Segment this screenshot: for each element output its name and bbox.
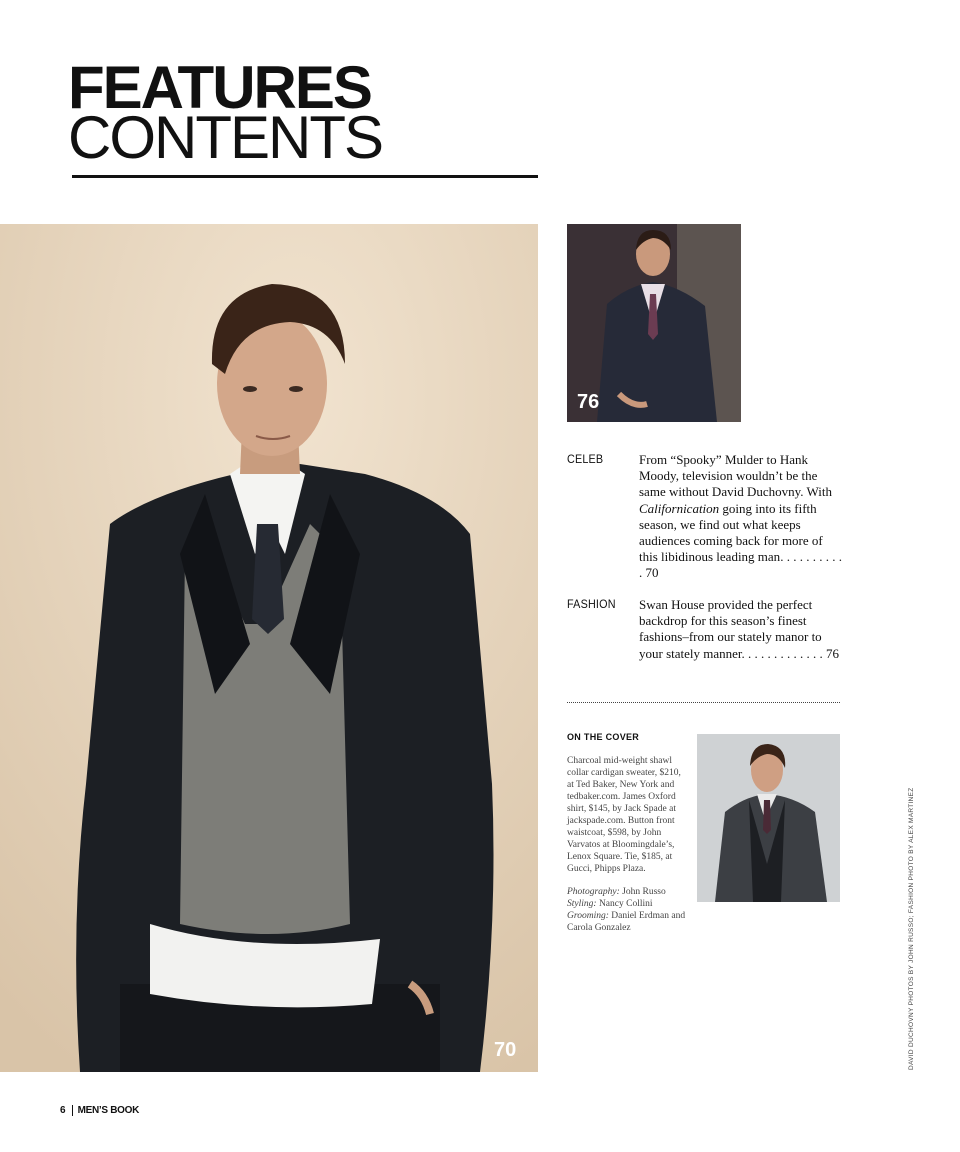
grooming-credit: Daniel Erdman and Carola Gonzalez	[567, 911, 686, 933]
fashion-entry-description[interactable]	[639, 597, 843, 662]
footer-page-number: 6	[60, 1105, 66, 1116]
section-label-celeb: CELEB	[567, 452, 604, 466]
fashion-leader-dots: . . . . . . . . . . . .	[744, 645, 823, 661]
celeb-entry-description[interactable]	[639, 452, 843, 582]
footer-magazine-name: MEN’S BOOK	[77, 1105, 140, 1116]
title-divider	[72, 175, 538, 178]
celeb-show-title: Californication	[639, 500, 720, 516]
photo-credit-vertical: DAVID DUCHOVNY PHOTOS BY JOHN RUSSO; FASHION PHOTO BY ALEX MARTINEZ	[908, 787, 915, 1070]
main-photo-page-number: 70	[494, 1039, 517, 1061]
fashion-text: Swan House provided the perfect backdrop for this season’s finest fashions–from our stately manor to your stately manner.	[639, 597, 822, 661]
page-title-features: FEATURES	[68, 54, 371, 121]
grooming-label: Grooming:	[567, 911, 609, 921]
styling-label: Styling:	[567, 899, 597, 909]
page-title-contents: CONTENTS	[68, 104, 382, 171]
man-in-cardigan-illustration	[697, 734, 840, 902]
fashion-page-number: 76	[826, 645, 840, 661]
photography-credit: John Russo	[619, 887, 666, 897]
main-feature-photo[interactable]	[0, 224, 538, 1072]
man-in-suit-illustration	[0, 224, 538, 1072]
footer-separator	[72, 1105, 73, 1116]
celeb-page-number: 70	[645, 565, 659, 581]
celeb-text-part2: going into its fifth season, we find out what keeps audiences coming back for more of this libidinous leading man	[639, 500, 823, 565]
page-footer	[60, 1105, 139, 1116]
cover-credits	[567, 886, 687, 934]
celeb-text-part1: From “Spooky” Mulder to Hank Moody, television wouldn’t be the same without David Duchovny. With	[639, 452, 833, 500]
photography-label: Photography:	[567, 887, 620, 897]
cover-thumbnail-photo[interactable]	[697, 734, 840, 902]
dotted-divider	[567, 702, 840, 703]
thumbnail-page-number: 76	[577, 391, 600, 413]
section-label-fashion: FASHION	[567, 597, 616, 611]
celeb-leader-dots: . . . . . . . . . . .	[639, 549, 842, 581]
on-the-cover-heading: ON THE COVER	[567, 732, 640, 742]
styling-credit: Nancy Collini	[596, 899, 653, 909]
cover-description: Charcoal mid-weight shawl collar cardigan sweater, $210, at Ted Baker, New York and tedbaker.com. James Oxford shirt, $145, by Jack Spade at jackspade.com. Button front waistcoat, $598, by John Varvatos at Bloomingdale’s, Lenox Square. Tie, $185, at Gucci, Phipps Plaza.	[567, 756, 681, 874]
